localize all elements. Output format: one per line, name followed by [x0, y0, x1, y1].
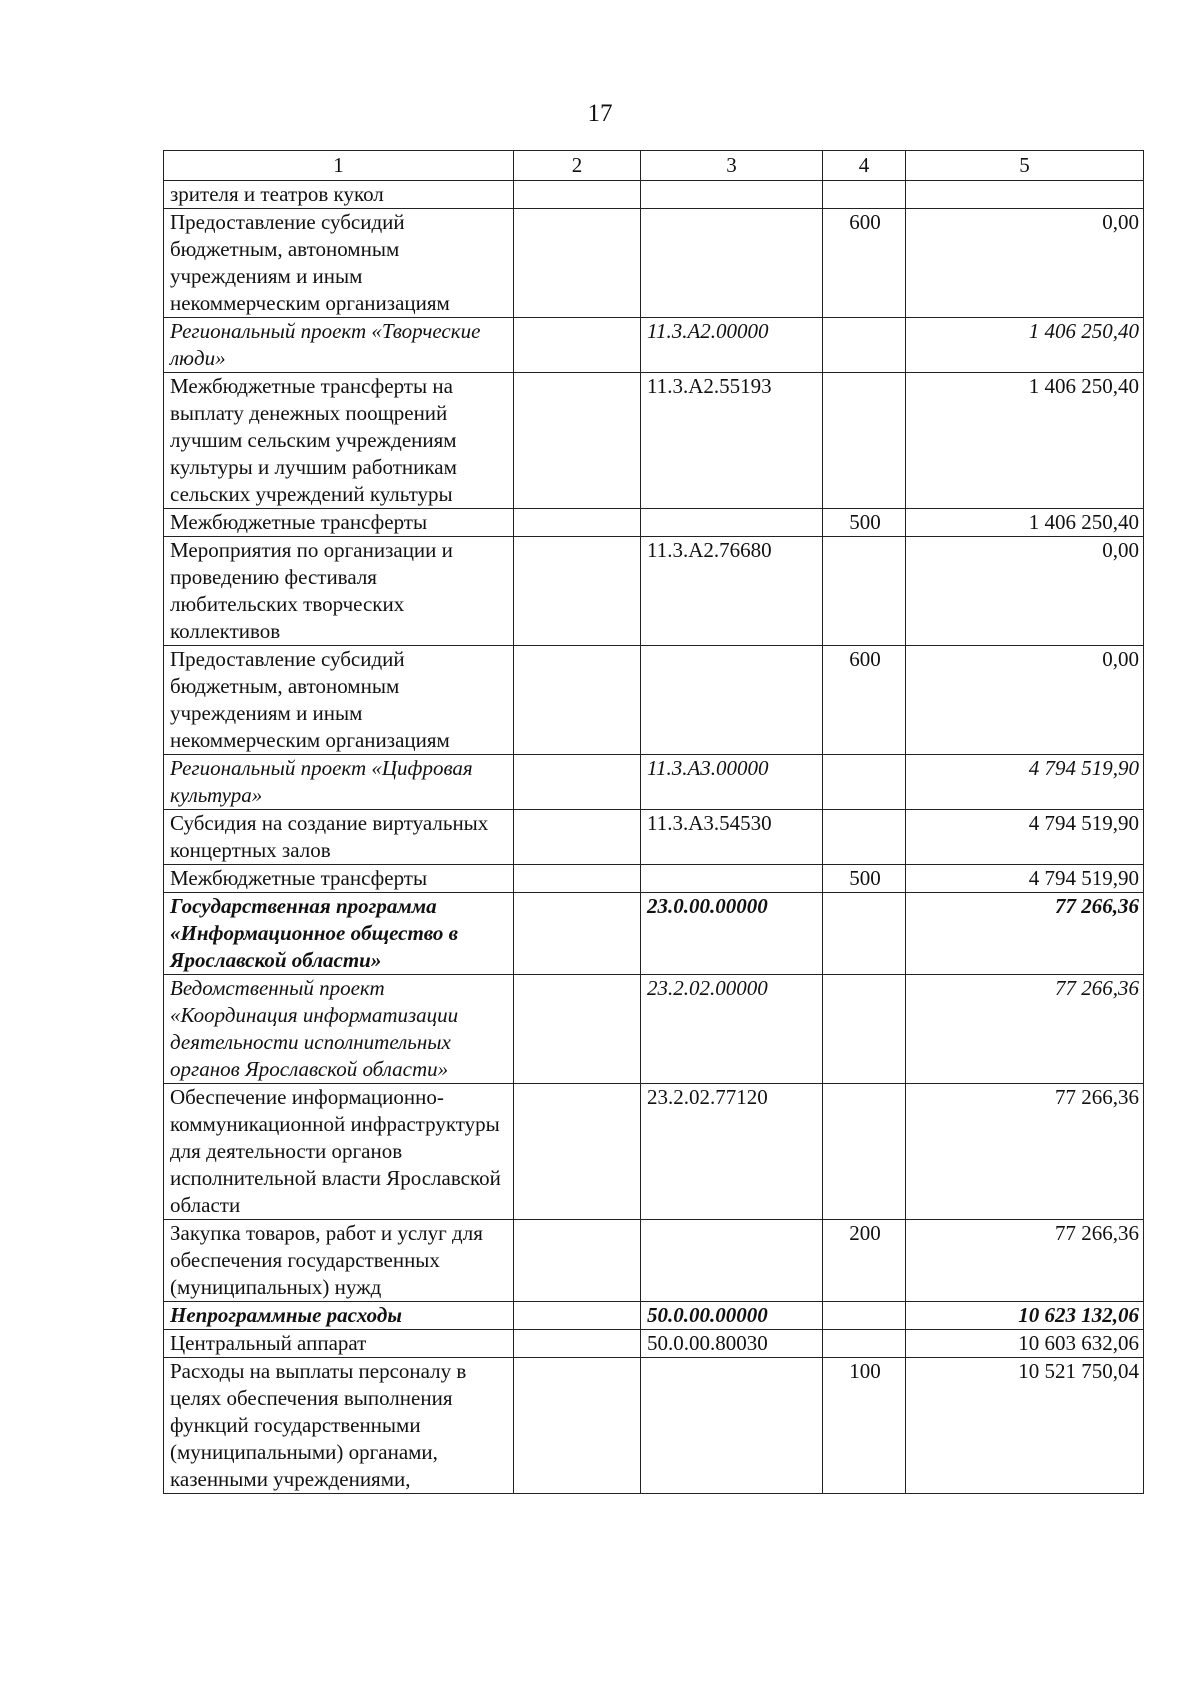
row-amount-cell: 10 603 632,06 [906, 1330, 1144, 1358]
row-column2-cell [514, 755, 641, 810]
row-code-cell [641, 1358, 823, 1494]
row-code-cell: 11.3.А3.54530 [641, 810, 823, 865]
row-name-cell: Государственная программа «Информационное общество в Ярославской области» [164, 893, 514, 975]
row-name-cell: зрителя и театров кукол [164, 181, 514, 209]
row-name-cell: Предоставление субсидий бюджетным, автономным учреждениям и иным некоммерческим организациям [164, 209, 514, 318]
row-code-cell: 23.0.00.00000 [641, 893, 823, 975]
row-expense-type-cell [823, 318, 906, 373]
table-row [164, 1084, 1144, 1220]
row-expense-type-cell [823, 1302, 906, 1330]
row-code-cell: 11.3.А3.00000 [641, 755, 823, 810]
column-number-header-row [164, 151, 1144, 181]
row-name-cell: Региональный проект «Цифровая культура» [164, 755, 514, 810]
row-column2-cell [514, 646, 641, 755]
table-row [164, 318, 1144, 373]
row-name-cell: Субсидия на создание виртуальных концертных залов [164, 810, 514, 865]
row-amount-cell: 10 623 132,06 [906, 1302, 1144, 1330]
row-code-cell [641, 646, 823, 755]
row-expense-type-cell: 600 [823, 646, 906, 755]
row-column2-cell [514, 373, 641, 509]
row-amount-cell: 0,00 [906, 209, 1144, 318]
row-amount-cell: 4 794 519,90 [906, 755, 1144, 810]
row-code-cell [641, 1220, 823, 1302]
row-column2-cell [514, 318, 641, 373]
row-code-cell: 23.2.02.00000 [641, 975, 823, 1084]
row-code-cell: 50.0.00.80030 [641, 1330, 823, 1358]
table-row [164, 509, 1144, 537]
row-amount-cell: 77 266,36 [906, 893, 1144, 975]
row-column2-cell [514, 209, 641, 318]
row-amount-cell: 4 794 519,90 [906, 865, 1144, 893]
row-name-cell: Непрограммные расходы [164, 1302, 514, 1330]
table-row [164, 373, 1144, 509]
row-expense-type-cell [823, 373, 906, 509]
row-column2-cell [514, 181, 641, 209]
row-amount-cell: 0,00 [906, 646, 1144, 755]
column-header: 1 [164, 151, 514, 181]
row-code-cell: 11.3.А2.55193 [641, 373, 823, 509]
column-header: 2 [514, 151, 641, 181]
row-code-cell [641, 181, 823, 209]
table-row [164, 1330, 1144, 1358]
row-expense-type-cell: 200 [823, 1220, 906, 1302]
table-row [164, 1220, 1144, 1302]
table-row [164, 1302, 1144, 1330]
row-column2-cell [514, 1084, 641, 1220]
row-name-cell: Мероприятия по организации и проведению фестиваля любительских творческих коллективов [164, 537, 514, 646]
row-column2-cell [514, 1358, 641, 1494]
row-name-cell: Обеспечение информационно-коммуникационной инфраструктуры для деятельности органов исполнительной власти Ярославской области [164, 1084, 514, 1220]
row-name-cell: Региональный проект «Творческие люди» [164, 318, 514, 373]
row-column2-cell [514, 509, 641, 537]
row-expense-type-cell [823, 975, 906, 1084]
table-row [164, 209, 1144, 318]
row-code-cell [641, 509, 823, 537]
page-number: 17 [587, 100, 613, 127]
row-expense-type-cell: 500 [823, 865, 906, 893]
column-header: 4 [823, 151, 906, 181]
row-amount-cell: 10 521 750,04 [906, 1358, 1144, 1494]
table-row [164, 181, 1144, 209]
row-code-cell: 23.2.02.77120 [641, 1084, 823, 1220]
row-column2-cell [514, 865, 641, 893]
table-row [164, 537, 1144, 646]
row-code-cell [641, 865, 823, 893]
row-expense-type-cell: 100 [823, 1358, 906, 1494]
row-amount-cell: 77 266,36 [906, 1220, 1144, 1302]
row-expense-type-cell: 600 [823, 209, 906, 318]
row-amount-cell: 77 266,36 [906, 975, 1144, 1084]
row-code-cell: 11.3.А2.00000 [641, 318, 823, 373]
row-name-cell: Предоставление субсидий бюджетным, автономным учреждениям и иным некоммерческим организациям [164, 646, 514, 755]
table-row [164, 865, 1144, 893]
row-name-cell: Межбюджетные трансферты на выплату денежных поощрений лучшим сельским учреждениям культуры и лучшим работникам сельских учреждений культуры [164, 373, 514, 509]
row-expense-type-cell [823, 537, 906, 646]
row-expense-type-cell [823, 1084, 906, 1220]
row-name-cell: Межбюджетные трансферты [164, 509, 514, 537]
row-column2-cell [514, 1220, 641, 1302]
row-column2-cell [514, 1302, 641, 1330]
table-row [164, 755, 1144, 810]
row-expense-type-cell [823, 755, 906, 810]
row-expense-type-cell [823, 181, 906, 209]
row-name-cell: Межбюджетные трансферты [164, 865, 514, 893]
row-code-cell [641, 209, 823, 318]
row-column2-cell [514, 537, 641, 646]
row-amount-cell: 77 266,36 [906, 1084, 1144, 1220]
table-row [164, 646, 1144, 755]
row-column2-cell [514, 1330, 641, 1358]
row-amount-cell: 0,00 [906, 537, 1144, 646]
row-column2-cell [514, 975, 641, 1084]
row-expense-type-cell [823, 893, 906, 975]
row-amount-cell: 1 406 250,40 [906, 318, 1144, 373]
table-row [164, 810, 1144, 865]
table-row [164, 1358, 1144, 1494]
row-name-cell: Центральный аппарат [164, 1330, 514, 1358]
row-code-cell: 11.3.А2.76680 [641, 537, 823, 646]
row-column2-cell [514, 810, 641, 865]
row-expense-type-cell: 500 [823, 509, 906, 537]
row-code-cell: 50.0.00.00000 [641, 1302, 823, 1330]
row-amount-cell: 4 794 519,90 [906, 810, 1144, 865]
row-name-cell: Ведомственный проект «Координация информатизации деятельности исполнительных органов Ярославской области» [164, 975, 514, 1084]
budget-table [163, 150, 1144, 1494]
row-expense-type-cell [823, 810, 906, 865]
row-name-cell: Расходы на выплаты персоналу в целях обеспечения выполнения функций государственными (муниципальными) органами, казенными учреждениями, [164, 1358, 514, 1494]
column-header: 5 [906, 151, 1144, 181]
row-column2-cell [514, 893, 641, 975]
row-amount-cell [906, 181, 1144, 209]
column-header: 3 [641, 151, 823, 181]
row-amount-cell: 1 406 250,40 [906, 373, 1144, 509]
row-expense-type-cell [823, 1330, 906, 1358]
row-name-cell: Закупка товаров, работ и услуг для обеспечения государственных (муниципальных) нужд [164, 1220, 514, 1302]
table-row [164, 975, 1144, 1084]
table-body [164, 181, 1144, 1494]
row-amount-cell: 1 406 250,40 [906, 509, 1144, 537]
table-row [164, 893, 1144, 975]
